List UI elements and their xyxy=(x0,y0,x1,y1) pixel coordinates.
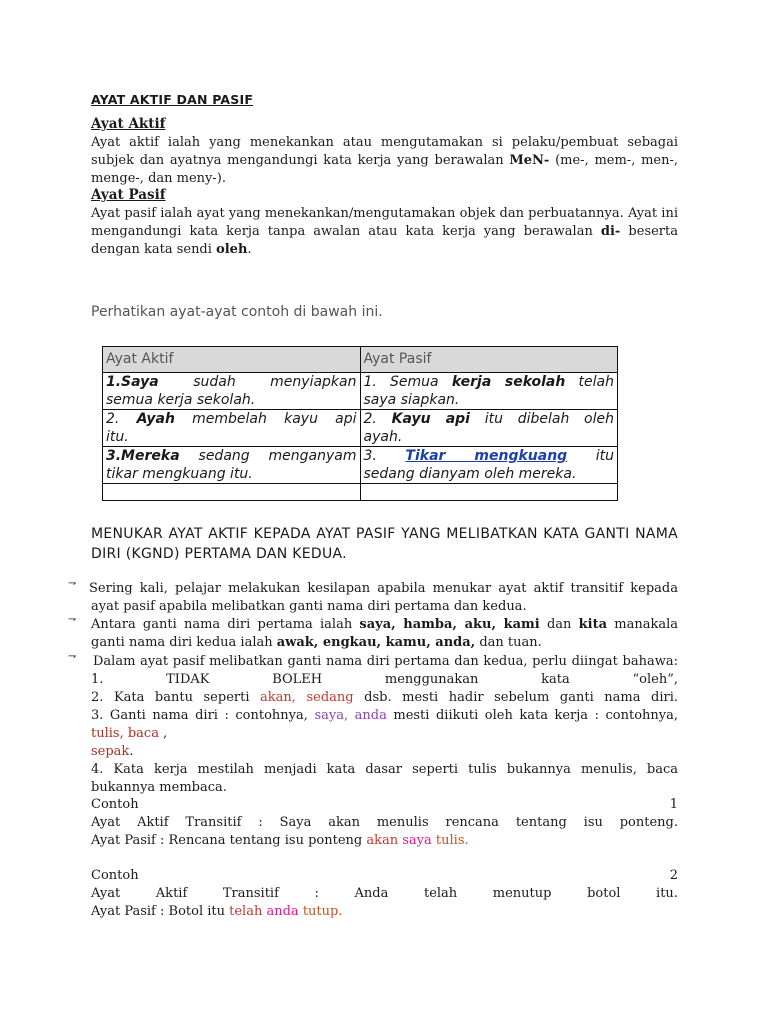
contoh-1-aktif: Ayat Aktif Transitif : Saya akan menulis rencana tentang isu ponteng. xyxy=(91,815,678,830)
bullet-item-rules: Dalam ayat pasif melibatkan ganti nama diri pertama dan kedua, perlu diingat bahawa: 1. TIDAK BOLEH menggunakan kata “oleh”, 2. Kata bantu seperti akan, sedang dsb. mesti hadir sebelum ganti nama diri. 3. Ganti nama diri : contohnya, saya, anda mesti diikuti oleh kata kerja : contohnya, tulis, baca , sepak. 4. Kata kerja mestilah menjadi kata dasar seperti tulis bukannya menulis, baca bukannya membaca. xyxy=(91,654,679,795)
perhatikan-note: Perhatikan ayat-ayat contoh di bawah ini. xyxy=(91,304,383,320)
contoh-1: Contoh 1 Ayat Aktif Transitif : Saya akan menulis rencana tentang isu ponteng. Ayat Pasif : Rencana tentang isu ponteng akan saya tulis. xyxy=(91,797,678,848)
aktif-heading: Ayat Aktif xyxy=(91,116,166,132)
col-header-aktif: Ayat Aktif xyxy=(103,347,361,373)
pasif-definition: Ayat pasif ialah ayat yang menekankan/mengutamakan objek dan perbuatannya. Ayat ini mengandungi kata kerja tanpa awalan atau kata kerja yang berawalan di- beserta dengan kata sendi oleh. xyxy=(91,206,678,257)
col-header-pasif: Ayat Pasif xyxy=(360,347,618,373)
contoh-1-pasif: Ayat Pasif : Rencana tentang isu ponteng akan saya tulis. xyxy=(91,833,469,848)
bullet-item: Sering kali, pelajar melakukan kesilapan apabila menukar ayat aktif transitif kepada ayat pasif apabila melibatkan ganti nama diri pertama dan kedua. xyxy=(89,581,678,614)
tikar-mengkuang-link[interactable]: Tikar mengkuang xyxy=(405,448,568,464)
bullet-item: Antara ganti nama diri pertama ialah saya, hamba, aku, kami dan kita manakala ganti nama diri kedua ialah awak, engkau, kamu, anda, dan tuan. xyxy=(91,617,678,650)
contoh-table xyxy=(102,346,618,501)
table-row-empty xyxy=(103,484,618,501)
cell-aktif: 1.Saya sudah menyiapkan semua kerja sekolah. xyxy=(103,373,361,410)
section-heading-menukar: MENUKAR AYAT AKTIF KEPADA AYAT PASIF YANG MELIBATKAN KATA GANTI NAMA DIRI (KGND) PERTAMA DAN KEDUA. xyxy=(91,526,678,562)
contoh-2-pasif: Ayat Pasif : Botol itu telah anda tutup. xyxy=(91,904,343,919)
cell-pasif: 3. Tikar mengkuang itu sedang dianyam oleh mereka. xyxy=(360,447,618,484)
cell-empty xyxy=(103,484,361,501)
cell-aktif: 3.Mereka sedang menganyam tikar mengkuang itu. xyxy=(103,447,361,484)
table-row xyxy=(103,373,618,410)
contoh-2-aktif: Ayat Aktif Transitif : Anda telah menutup botol itu. xyxy=(91,886,678,901)
cell-empty xyxy=(360,484,618,501)
pasif-heading: Ayat Pasif xyxy=(91,187,166,203)
aktif-definition: Ayat aktif ialah yang menekankan atau mengutamakan si pelaku/pembuat sebagai subjek dan ayatnya mengandungi kata kerja yang berawalan MeN- (me-, mem-, men-, menge-, dan meny-). xyxy=(91,135,678,186)
cell-aktif: 2. Ayah membelah kayu api itu. xyxy=(103,410,361,447)
cell-pasif: 1. Semua kerja sekolah telah saya siapkan. xyxy=(360,373,618,410)
cell-pasif: 2. Kayu api itu dibelah oleh ayah. xyxy=(360,410,618,447)
rule-2: 2. Kata bantu seperti akan, sedang dsb. mesti hadir sebelum ganti nama diri. xyxy=(91,690,679,705)
rule-3: 3. Ganti nama diri : contohnya, saya, anda mesti diikuti oleh kata kerja : contohnya, tulis, baca , sepak. xyxy=(91,708,679,759)
contoh-2: Contoh 2 Ayat Aktif Transitif : Anda telah menutup botol itu. Ayat Pasif : Botol itu telah anda tutup. xyxy=(91,868,678,919)
page-title: AYAT AKTIF DAN PASIF xyxy=(91,92,254,107)
arrow-bullet-icon: ⇁ xyxy=(68,651,77,662)
table-header-row xyxy=(103,347,618,373)
arrow-bullet-icon: ⇁ xyxy=(68,614,77,625)
rule-4: 4. Kata kerja mestilah menjadi kata dasar seperti tulis bukannya menulis, baca bukannya membaca. xyxy=(91,762,678,795)
rule-1: 1. TIDAK BOLEH menggunakan kata “oleh”, xyxy=(91,672,678,687)
table-row xyxy=(103,410,618,447)
table-row xyxy=(103,447,618,484)
arrow-bullet-icon: ⇁ xyxy=(68,578,77,589)
